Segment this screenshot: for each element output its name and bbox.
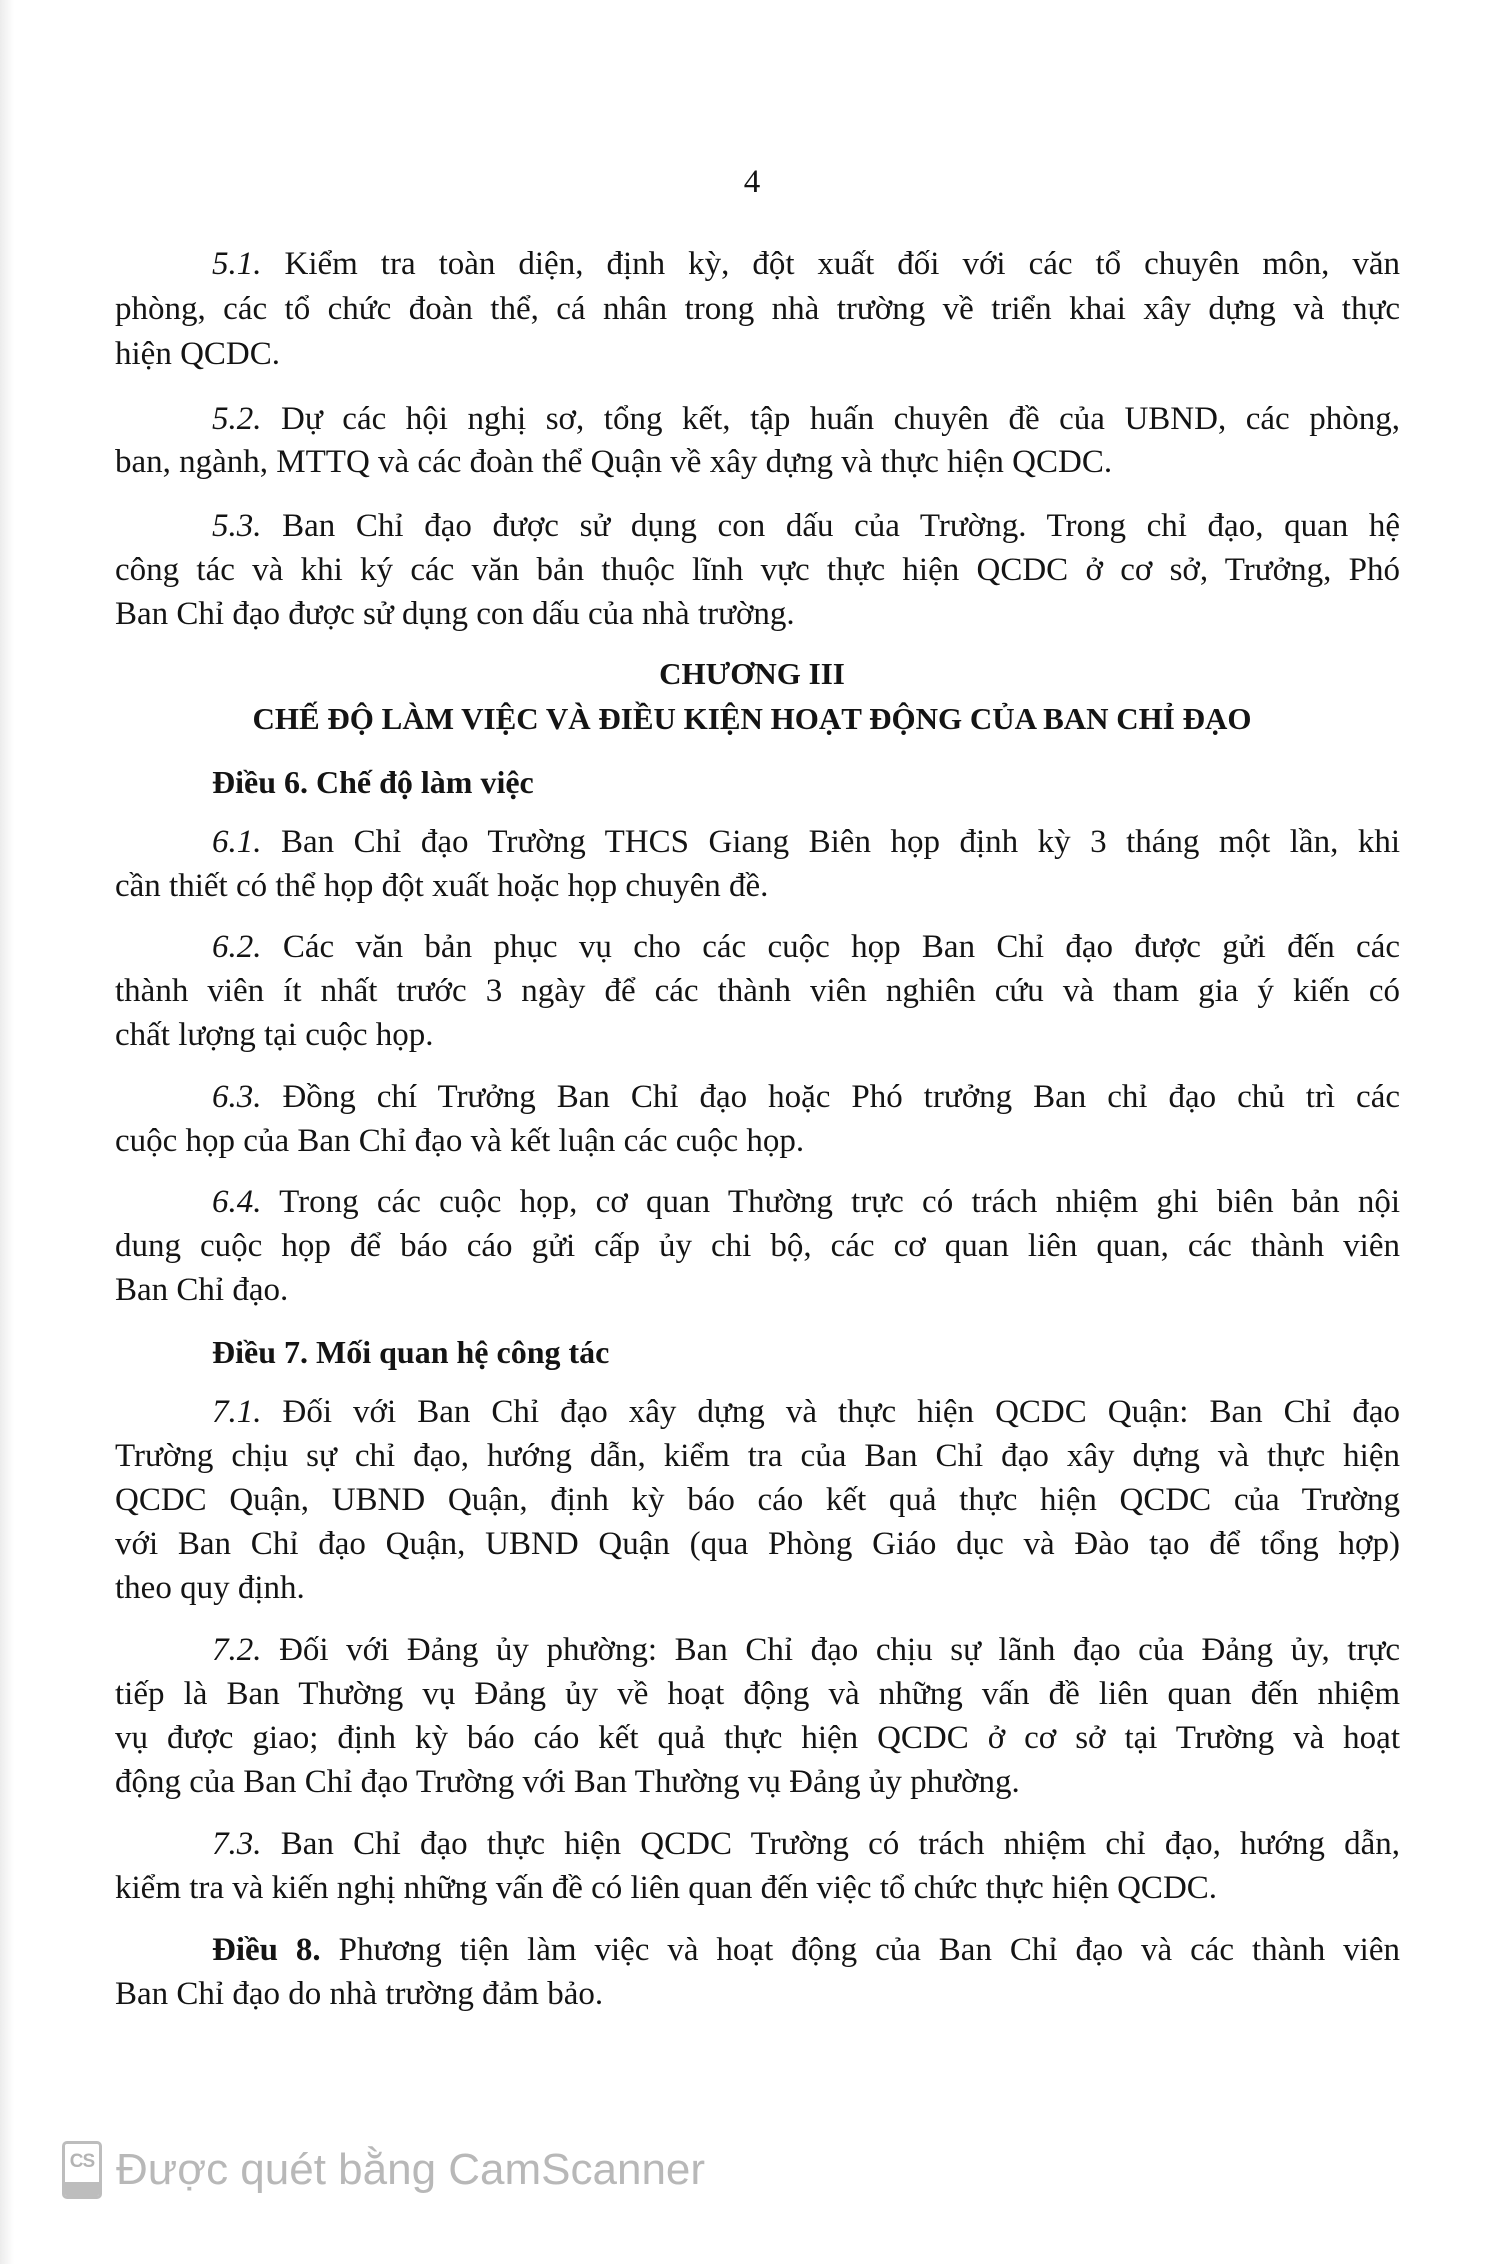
paragraph-5-3-line: công tác và khi ký các văn bản thuộc lĩnh vực thực hiện QCDC ở cơ sở, Trưởng, Phó (115, 552, 1400, 588)
paragraph-5-1-line: hiện QCDC. (115, 336, 280, 372)
paragraph-5-1-line (212, 242, 1400, 286)
text-run: Dự các hội nghị sơ, tổng kết, tập huấn chuyên đề của UBND, các phòng, (261, 401, 1400, 437)
paragraph-5-1-line: phòng, các tổ chức đoàn thể, cá nhân trong nhà trường về triển khai xây dựng và thực (115, 291, 1400, 327)
paragraph-6-4-line (212, 1180, 1400, 1224)
paragraph-6-2-line (212, 925, 1400, 969)
text-run: Trong các cuộc họp, cơ quan Thường trực có trách nhiệm ghi biên bản nội (261, 1184, 1400, 1220)
paragraph-7-3-line: kiểm tra và kiến nghị những vấn đề có liên quan đến việc tổ chức thực hiện QCDC. (115, 1870, 1218, 1906)
paragraph-7-2-line: vụ được giao; định kỳ báo cáo kết quả thực hiện QCDC ở cơ sở tại Trường và hoạt (115, 1720, 1400, 1756)
article-8-line: Ban Chỉ đạo do nhà trường đảm bảo. (115, 1976, 604, 2012)
paragraph-6-3-line (212, 1075, 1400, 1119)
article-8-line (212, 1928, 1400, 1972)
article-7-heading: Điều 7. Mối quan hệ công tác (212, 1334, 610, 1370)
paragraph-6-1-line: cần thiết có thể họp đột xuất hoặc họp chuyên đề. (115, 868, 769, 904)
watermark-text: Được quét bằng CamScanner (116, 2145, 706, 2194)
logo-bar (65, 2182, 99, 2196)
paragraph-6-3-line: cuộc họp của Ban Chỉ đạo và kết luận các cuộc họp. (115, 1123, 805, 1159)
paragraph-7-2-line: tiếp là Ban Thường vụ Đảng ủy về hoạt động và những vấn đề liên quan đến nhiệm (115, 1676, 1400, 1712)
text-run: Ban Chỉ đạo được sử dụng con dấu của Trường. Trong chỉ đạo, quan hệ (261, 508, 1400, 544)
page-edge-shadow (0, 0, 14, 2264)
chapter-label: CHƯƠNG III (659, 656, 845, 691)
paragraph-5-2-line: ban, ngành, MTTQ và các đoàn thể Quận về xây dựng và thực hiện QCDC. (115, 444, 1113, 480)
paragraph-7-1-line: theo quy định. (115, 1570, 305, 1606)
clause-number: 6.2. (212, 929, 262, 965)
page-number: 4 (743, 164, 761, 200)
clause-number: 7.1. (212, 1394, 262, 1430)
text-run: Ban Chỉ đạo Trường THCS Giang Biên họp định kỳ 3 tháng một lần, khi (261, 824, 1400, 860)
text-run: Phương tiện làm việc và hoạt động của Ban Chỉ đạo và các thành viên (320, 1932, 1400, 1968)
paragraph-7-1-line: Trường chịu sự chỉ đạo, hướng dẫn, kiểm tra của Ban Chỉ đạo xây dựng và thực hiện (115, 1438, 1400, 1474)
camscanner-watermark (62, 2140, 705, 2200)
text-run: Các văn bản phục vụ cho các cuộc họp Ban Chỉ đạo được gửi đến các (261, 929, 1400, 965)
paragraph-7-2-line (212, 1628, 1400, 1672)
paragraph-7-1-line: QCDC Quận, UBND Quận, định kỳ báo cáo kết quả thực hiện QCDC của Trường (115, 1482, 1400, 1518)
paragraph-5-3-line (212, 504, 1400, 548)
text-run: Đồng chí Trưởng Ban Chỉ đạo hoặc Phó trưởng Ban chỉ đạo chủ trì các (261, 1079, 1400, 1115)
paragraph-6-4-line: Ban Chỉ đạo. (115, 1272, 289, 1308)
paragraph-7-1-line: với Ban Chỉ đạo Quận, UBND Quận (qua Phòng Giáo dục và Đào tạo để tổng hợp) (115, 1526, 1400, 1562)
text-run: Kiểm tra toàn diện, định kỳ, đột xuất đối với các tổ chuyên môn, văn (261, 246, 1400, 282)
paragraph-6-2-line: thành viên ít nhất trước 3 ngày để các thành viên nghiên cứu và tham gia ý kiến có (115, 973, 1400, 1009)
paragraph-6-1-line (212, 820, 1400, 864)
text-run: Đối với Ban Chỉ đạo xây dựng và thực hiện QCDC Quận: Ban Chỉ đạo (261, 1394, 1400, 1430)
text-run: Ban Chỉ đạo thực hiện QCDC Trường có trách nhiệm chỉ đạo, hướng dẫn, (261, 1826, 1400, 1862)
clause-number: 6.4. (212, 1184, 262, 1220)
chapter-title: CHẾ ĐỘ LÀM VIỆC VÀ ĐIỀU KIỆN HOẠT ĐỘNG CỦA BAN CHỈ ĐẠO (252, 701, 1252, 736)
clause-number: 6.1. (212, 824, 262, 860)
paragraph-5-3-line: Ban Chỉ đạo được sử dụng con dấu của nhà trường. (115, 596, 795, 632)
clause-number: 5.1. (212, 246, 262, 282)
paragraph-6-4-line: dung cuộc họp để báo cáo gửi cấp ủy chi bộ, các cơ quan liên quan, các thành viên (115, 1228, 1400, 1264)
text-run: Đối với Đảng ủy phường: Ban Chỉ đạo chịu sự lãnh đạo của Đảng ủy, trực (261, 1632, 1400, 1668)
paragraph-7-1-line (212, 1390, 1400, 1434)
article-6-heading: Điều 6. Chế độ làm việc (212, 764, 534, 800)
paragraph-6-2-line: chất lượng tại cuộc họp. (115, 1017, 434, 1053)
clause-number: 6.3. (212, 1079, 262, 1115)
paragraph-5-2-line (212, 397, 1400, 441)
camscanner-logo-icon (62, 2141, 102, 2199)
paragraph-7-2-line: động của Ban Chỉ đạo Trường với Ban Thường vụ Đảng ủy phường. (115, 1764, 1020, 1800)
article-8-label: Điều 8. (212, 1932, 321, 1968)
clause-number: 7.3. (212, 1826, 262, 1862)
clause-number: 5.2. (212, 401, 262, 437)
logo-text: CS (69, 2151, 95, 2172)
clause-number: 7.2. (212, 1632, 262, 1668)
clause-number: 5.3. (212, 508, 262, 544)
paragraph-7-3-line (212, 1822, 1400, 1866)
